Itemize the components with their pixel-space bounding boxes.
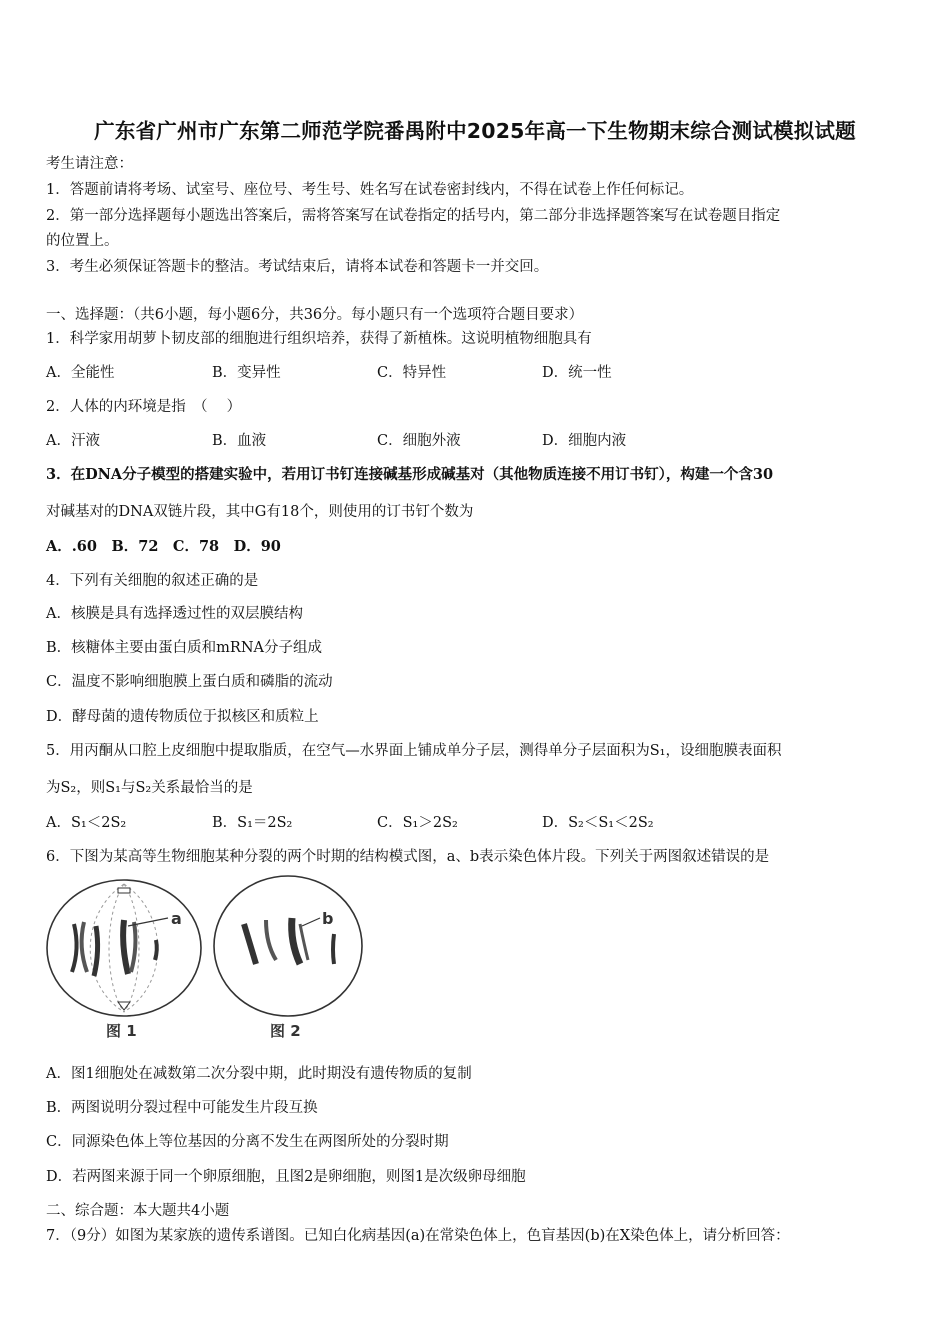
q5-option-a[interactable]: A．S₁＜2S₂ bbox=[46, 815, 127, 831]
q4-option-d[interactable]: D．酵母菌的遗传物质位于拟核区和质粒上 bbox=[46, 709, 319, 725]
figure-2-cell bbox=[214, 876, 362, 1016]
notice-item-1: 1．答题前请将考场、试室号、座位号、考生号、姓名写在试卷密封线内，不得在试卷上作任何标记。 bbox=[46, 182, 694, 198]
q6-option-d[interactable]: D．若两图来源于同一个卵原细胞，且图2是卵细胞，则图1是次级卵母细胞 bbox=[46, 1169, 526, 1185]
q1-option-d[interactable]: D．统一性 bbox=[542, 365, 612, 381]
q2-stem: 2．人体的内环境是指 （ ） bbox=[46, 399, 242, 415]
q6-option-a[interactable]: A．图1细胞处在减数第二次分裂中期，此时期没有遗传物质的复制 bbox=[46, 1066, 472, 1082]
q5-stem-line2: 为S₂，则S₁与S₂关系最恰当的是 bbox=[46, 780, 253, 796]
section-1-heading: 一、选择题：（共6小题，每小题6分，共36分。每小题只有一个选项符合题目要求） bbox=[46, 307, 584, 323]
q5-stem-line1: 5．用丙酮从口腔上皮细胞中提取脂质，在空气—水界面上铺成单分子层，测得单分子层面积为S₁，设细胞膜表面积 bbox=[46, 743, 782, 759]
section-2-heading: 二、综合题：本大题共4小题 bbox=[46, 1203, 230, 1219]
q3-stem-line1: 3．在DNA分子模型的搭建实验中，若用订书钉连接碱基形成碱基对（其他物质连接不用订书钉），构建一个含30 bbox=[46, 466, 774, 483]
q6-option-c[interactable]: C．同源染色体上等位基因的分离不发生在两图所处的分裂时期 bbox=[46, 1134, 449, 1150]
q5-option-c[interactable]: C．S₁＞2S₂ bbox=[377, 815, 458, 831]
q2-option-b[interactable]: B．血液 bbox=[212, 433, 267, 449]
notice-item-3: 3．考生必须保证答题卡的整洁。考试结束后，请将本试卷和答题卡一并交回。 bbox=[46, 259, 549, 275]
q4-option-a[interactable]: A．核膜是具有选择透过性的双层膜结构 bbox=[46, 606, 303, 622]
notice-heading: 考生请注意： bbox=[46, 156, 133, 172]
q4-option-c[interactable]: C．温度不影响细胞膜上蛋白质和磷脂的流动 bbox=[46, 674, 333, 690]
q7-stem: 7．（9分）如图为某家族的遗传系谱图。已知白化病基因(a)在常染色体上，色盲基因(b)在X染色体上，请分析回答： bbox=[46, 1228, 790, 1244]
notice-item-2: 2．第一部分选择题每小题选出答案后，需将答案写在试卷指定的括号内，第二部分非选择题答案写在试卷题目指定 bbox=[46, 208, 781, 224]
q3-stem-line2: 对碱基对的DNA双链片段，其中G有18个，则使用的订书钉个数为 bbox=[46, 504, 474, 520]
q5-option-d[interactable]: D．S₂＜S₁＜2S₂ bbox=[542, 815, 654, 831]
figure-label-b: b bbox=[322, 909, 334, 928]
q1-option-a[interactable]: A．全能性 bbox=[46, 365, 115, 381]
q1-stem: 1．科学家用胡萝卜韧皮部的细胞进行组织培养，获得了新植株。这说明植物细胞具有 bbox=[46, 331, 592, 347]
page-title: 广东省广州市广东第二师范学院番禺附中2025年高一下生物期末综合测试模拟试题 bbox=[94, 119, 856, 143]
q1-option-b[interactable]: B．变异性 bbox=[212, 365, 281, 381]
q1-option-c[interactable]: C．特异性 bbox=[377, 365, 447, 381]
figure-1-cell bbox=[47, 880, 201, 1016]
q6-option-b[interactable]: B．两图说明分裂过程中可能发生片段互换 bbox=[46, 1100, 318, 1116]
q4-stem: 4．下列有关细胞的叙述正确的是 bbox=[46, 573, 259, 589]
q4-option-b[interactable]: B．核糖体主要由蛋白质和mRNA分子组成 bbox=[46, 640, 322, 656]
q3-options[interactable]: A．.60 B．72 C．78 D．90 bbox=[46, 538, 281, 555]
notice-item-2-cont: 的位置上。 bbox=[46, 233, 119, 249]
q2-option-c[interactable]: C．细胞外液 bbox=[377, 433, 461, 449]
q5-option-b[interactable]: B．S₁＝2S₂ bbox=[212, 815, 293, 831]
figure-2-caption: 图 2 bbox=[270, 1022, 301, 1040]
figure-1-caption: 图 1 bbox=[106, 1022, 137, 1040]
cell-division-figure bbox=[44, 874, 374, 1044]
q6-stem: 6．下图为某高等生物细胞某种分裂的两个时期的结构模式图，a、b表示染色体片段。下列关于两图叙述错误的是 bbox=[46, 849, 770, 865]
q2-option-a[interactable]: A．汗液 bbox=[46, 433, 100, 449]
q2-option-d[interactable]: D．细胞内液 bbox=[542, 433, 627, 449]
figure-label-a: a bbox=[171, 909, 182, 928]
